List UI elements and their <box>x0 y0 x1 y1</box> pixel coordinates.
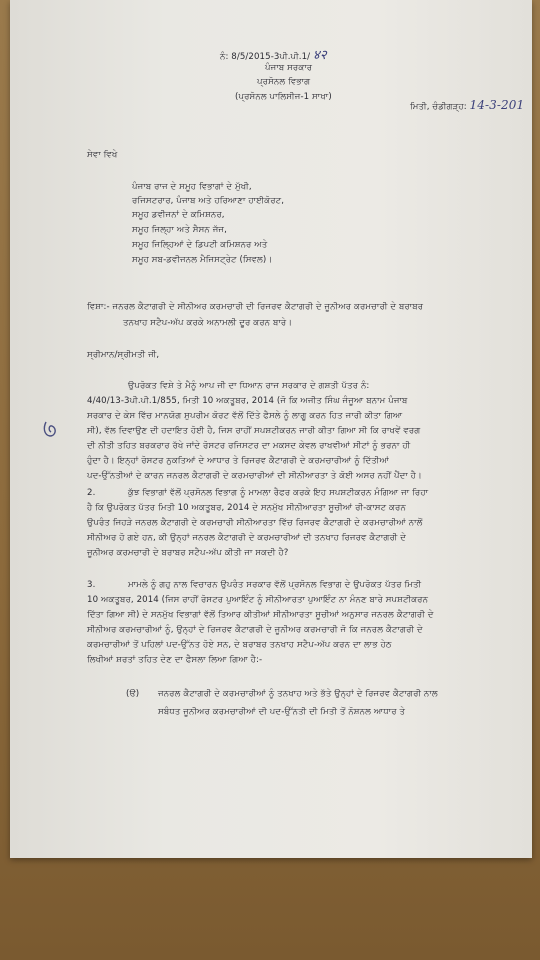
subject-line: ਤਨਖਾਹ ਸਟੈਪ-ਅੱਪ ਕਰਕੇ ਅਨਾਮਲੀ ਦੂਰ ਕਰਨ ਬਾਰੇ। <box>123 318 293 328</box>
date-label: ਮਿਤੀ, ਚੰਡੀਗੜ੍ਹ: <box>410 102 467 112</box>
branch-name: (ਪ੍ਰਸੋਨਲ ਪਾਲਿਸੀਜ-1 ਸਾਖਾ) <box>235 92 332 102</box>
greeting: ਸ੍ਰੀਮਾਨ/ਸ੍ਰੀਮਤੀ ਜੀ, <box>87 350 160 360</box>
body-line: ਦਿੱਤਾ ਗਿਆ ਸੀ) ਦੇ ਸਨਮੁੱਖ ਵਿਭਾਗਾਂ ਵੱਲੋਂ ਤਿਆਰ ਕੀਤੀਆਂ ਸੀਨੀਆਰਤਾ ਸੂਚੀਆਂ ਅਨੁਸਾਰ ਜਨਰਲ ਕੈਟਾਗਰੀ ਦੇ <box>87 610 434 620</box>
subject-line: ਵਿਸ਼ਾ:- ਜਨਰਲ ਕੈਟਾਗਰੀ ਦੇ ਸੀਨੀਅਰ ਕਰਮਚਾਰੀ ਦੀ ਰਿਜਰਵ ਕੈਟਾਗਰੀ ਦੇ ਜੂਨੀਅਰ ਕਰਮਚਾਰੀ ਦੇ ਬਰਾਬਰ <box>87 302 424 312</box>
date-line <box>410 100 524 113</box>
date-handwritten: 14-3-201 <box>469 98 525 112</box>
addressee-line: ਸਮੂਹ ਸਬ-ਡਵੀਜਨਲ ਮੈਜਿਸਟ੍ਰੇਟ (ਸਿਵਲ)। <box>132 255 273 265</box>
clause-line: ਸਬੰਧਤ ਜੂਨੀਅਰ ਕਰਮਚਾਰੀਆਂ ਦੀ ਪਦ-ਉੱਨਤੀ ਦੀ ਮਿਤੀ ਤੋਂ ਨੋਸ਼ਨਲ ਆਧਾਰ ਤੇ <box>158 707 406 717</box>
addressee-line: ਸਮੂਹ ਜਿਲ੍ਹਾ ਅਤੇ ਸੈਸਨ ਜੱਜ, <box>132 225 227 235</box>
margin-annotation-icon <box>40 418 62 440</box>
paragraph-number: 3. <box>87 580 96 590</box>
body-line: ਕਰਮਚਾਰੀਆਂ ਤੋਂ ਪਹਿਲਾਂ ਪਦ-ਉੱਨਤ ਹੋਏ ਸਨ, ਦੇ ਬਰਾਬਰ ਤਨਖਾਹ ਸਟੈਪ-ਅੱਪ ਕਰਨ ਦਾ ਲਾਭ ਹੇਠ <box>87 640 392 650</box>
department-name: ਪ੍ਰਸੋਨਲ ਵਿਭਾਗ <box>257 77 311 87</box>
reference-number <box>220 50 327 63</box>
addressee-line: ਰਜਿਸਟਰਾਰ, ਪੰਜਾਬ ਅਤੇ ਹਰਿਆਣਾ ਹਾਈਕੋਰਟ, <box>132 196 285 206</box>
addressee-line: ਸਮੂਹ ਜਿਲ੍ਹਿਆਂ ਦੇ ਡਿਪਟੀ ਕਮਿਸ਼ਨਰ ਅਤੇ <box>132 240 268 250</box>
body-line: ਜੂਨੀਅਰ ਕਰਮਚਾਰੀ ਦੇ ਬਰਾਬਰ ਸਟੈਪ-ਅੱਪ ਕੀਤੀ ਜਾ ਸਕਦੀ ਹੈ? <box>87 548 289 558</box>
document-page <box>10 0 532 858</box>
body-line: ਹੁੰਦਾ ਹੈ। ਇਨ੍ਹਾਂ ਰੋਸਟਰ ਨੁਕਤਿਆਂ ਦੇ ਆਧਾਰ ਤੇ ਰਿਜਰਵ ਕੈਟਾਗਰੀ ਦੇ ਕਰਮਚਾਰੀਆਂ ਨੂੰ ਦਿੱਤੀਆਂ <box>87 456 389 466</box>
body-line: ਲਿਖੀਆਂ ਸ਼ਰਤਾਂ ਤਹਿਤ ਦੇਣ ਦਾ ਫੈਸਲਾ ਲਿਆ ਗਿਆ ਹੈ:- <box>87 655 263 665</box>
paragraph-number: 2. <box>87 488 96 498</box>
body-line: 10 ਅਕਤੂਬਰ, 2014 (ਜਿਸ ਰਾਹੀਂ ਰੋਸਟਰ ਪੁਆਇੰਟ ਨੂੰ ਸੀਨੀਆਰਤਾ ਪੁਆਇੰਟ ਨਾ ਮੰਨਣ ਬਾਰੇ ਸਪਸ਼ਟੀਕਰਨ <box>87 595 429 605</box>
body-line: 4/40/13-3ਪੀ.ਪੀ.1/855, ਮਿਤੀ 10 ਅਕਤੂਬਰ, 2014 (ਜੋ ਕਿ ਅਜੀਤ ਸਿੰਘ ਜੰਜੂਆ ਬਨਾਮ ਪੰਜਾਬ <box>87 396 408 406</box>
body-line: ਸਰਕਾਰ ਦੇ ਕੇਸ ਵਿੱਚ ਮਾਨਯੋਗ ਸੁਪਰੀਮ ਕੋਰਟ ਵੱਲੋਂ ਦਿੱਤੇ ਫੈਸਲੇ ਨੂੰ ਲਾਗੂ ਕਰਨ ਹਿਤ ਜਾਰੀ ਕੀਤਾ ਗਿਆ <box>87 411 403 421</box>
ref-handwritten: ४२ <box>313 48 327 63</box>
body-line: ਦੀ ਨੀਤੀ ਤਹਿਤ ਬਰਕਰਾਰ ਰੱਖੇ ਜਾਂਦੇ ਰੋਸਟਰ ਰਜਿਸਟਰ ਦਾ ਮਕਸਦ ਕੇਵਲ ਰਾਖਵੀਆਂ ਸੀਟਾਂ ਨੂੰ ਭਰਨਾ ਹੀ <box>87 441 411 451</box>
body-line: ਸੀਨੀਅਰ ਕਰਮਚਾਰੀਆਂ ਨੂੰ, ਉਨ੍ਹਾਂ ਦੇ ਰਿਜਰਵ ਕੈਟਾਗਰੀ ਦੇ ਜੂਨੀਅਰ ਕਰਮਚਾਰੀ ਜੋ ਕਿ ਜਨਰਲ ਕੈਟਾਗਰੀ ਦੇ <box>87 625 423 635</box>
body-line: ਕੁੱਝ ਵਿਭਾਗਾਂ ਵੱਲੋਂ ਪ੍ਰਸੋਨਲ ਵਿਭਾਗ ਨੂੰ ਮਾਮਲਾ ਰੈਫਰ ਕਰਕੇ ਇਹ ਸਪਸ਼ਟੀਕਰਨ ਮੰਗਿਆ ਜਾ ਰਿਹਾ <box>128 488 429 498</box>
body-line: ਪਦ-ਉੱਨਤੀਆਂ ਦੇ ਕਾਰਨ ਜਨਰਲ ਕੈਟਾਗਰੀ ਦੇ ਕਰਮਚਾਰੀਆਂ ਦੀ ਸੀਨੀਆਰਤਾ ਤੇ ਕੋਈ ਅਸਰ ਨਹੀਂ ਪੈਂਦਾ ਹੈ। <box>87 471 422 481</box>
body-line: ਹੈ ਕਿ ਉਪਰੋਕਤ ਪੱਤਰ ਮਿਤੀ 10 ਅਕਤੂਬਰ, 2014 ਦੇ ਸਨਮੁੱਖ ਸੀਨੀਆਰਤਾ ਸੂਚੀਆਂ ਰੀ-ਕਾਸਟ ਕਰਨ <box>87 503 406 513</box>
clause-line: ਜਨਰਲ ਕੈਟਾਗਰੀ ਦੇ ਕਰਮਚਾਰੀਆਂ ਨੂੰ ਤਨਖਾਹ ਅਤੇ ਭੱਤੇ ਉਨ੍ਹਾਂ ਦੇ ਰਿਜਰਵ ਕੈਟਾਗਰੀ ਨਾਲ <box>158 689 438 699</box>
addressee-line: ਸਮੂਹ ਡਵੀਜਨਾਂ ਦੇ ਕਮਿਸ਼ਨਰ, <box>132 210 225 220</box>
body-line: ਮਾਮਲੇ ਨੂੰ ਗਹੁ ਨਾਲ ਵਿਚਾਰਨ ਉਪਰੰਤ ਸਰਕਾਰ ਵੱਲੋਂ ਪ੍ਰਸੋਨਲ ਵਿਭਾਗ ਦੇ ਉਪਰੋਕਤ ਪੱਤਰ ਮਿਤੀ <box>128 580 422 590</box>
body-line: ਉਪਰੋਕਤ ਵਿਸ਼ੇ ਤੇ ਮੈਨੂੰ ਆਪ ਜੀ ਦਾ ਧਿਆਨ ਰਾਜ ਸਰਕਾਰ ਦੇ ਗਸ਼ਤੀ ਪੱਤਰ ਨੰ: <box>128 381 370 391</box>
body-line: ਸੀਨੀਅਰ ਹੋ ਗਏ ਹਨ, ਕੀ ਉਨ੍ਹਾਂ ਜਨਰਲ ਕੈਟਾਗਰੀ ਦੇ ਕਰਮਚਾਰੀਆਂ ਦੀ ਤਨਖਾਹ ਰਿਜਰਵ ਕੈਟਾਗਰੀ ਦੇ <box>87 533 407 543</box>
body-line: ਉਪਰੰਤ ਜਿਹੜੇ ਜਨਰਲ ਕੈਟਾਗਰੀ ਦੇ ਕਰਮਚਾਰੀ ਸੀਨੀਆਰਤਾ ਵਿੱਚ ਰਿਜਰਵ ਕੈਟਾਗਰੀ ਦੇ ਕਰਮਚਾਰੀਆਂ ਨਾਲੋਂ <box>87 518 423 528</box>
ref-no-text: ਨੰ: 8/5/2015-3ਪੀ.ਪੀ.1/ <box>220 52 311 62</box>
addressee-line: ਪੰਜਾਬ ਰਾਜ ਦੇ ਸਮੂਹ ਵਿਭਾਗਾਂ ਦੇ ਮੁੱਖੀ, <box>132 182 252 192</box>
body-line: ਸੀ), ਵੱਲ ਦਿਵਾਉਣ ਦੀ ਹਦਾਇਤ ਹੋਈ ਹੈ, ਜਿਸ ਰਾਹੀਂ ਸਪਸ਼ਟੀਕਰਨ ਜਾਰੀ ਕੀਤਾ ਗਿਆ ਸੀ ਕਿ ਰਾਖਵੇਂ ਵਰਗ <box>87 426 421 436</box>
clause-label: (ੳ) <box>126 689 140 699</box>
government-name: ਪੰਜਾਬ ਸਰਕਾਰ <box>265 63 313 73</box>
salutation-to: ਸੇਵਾ ਵਿਖੇ <box>87 150 118 160</box>
